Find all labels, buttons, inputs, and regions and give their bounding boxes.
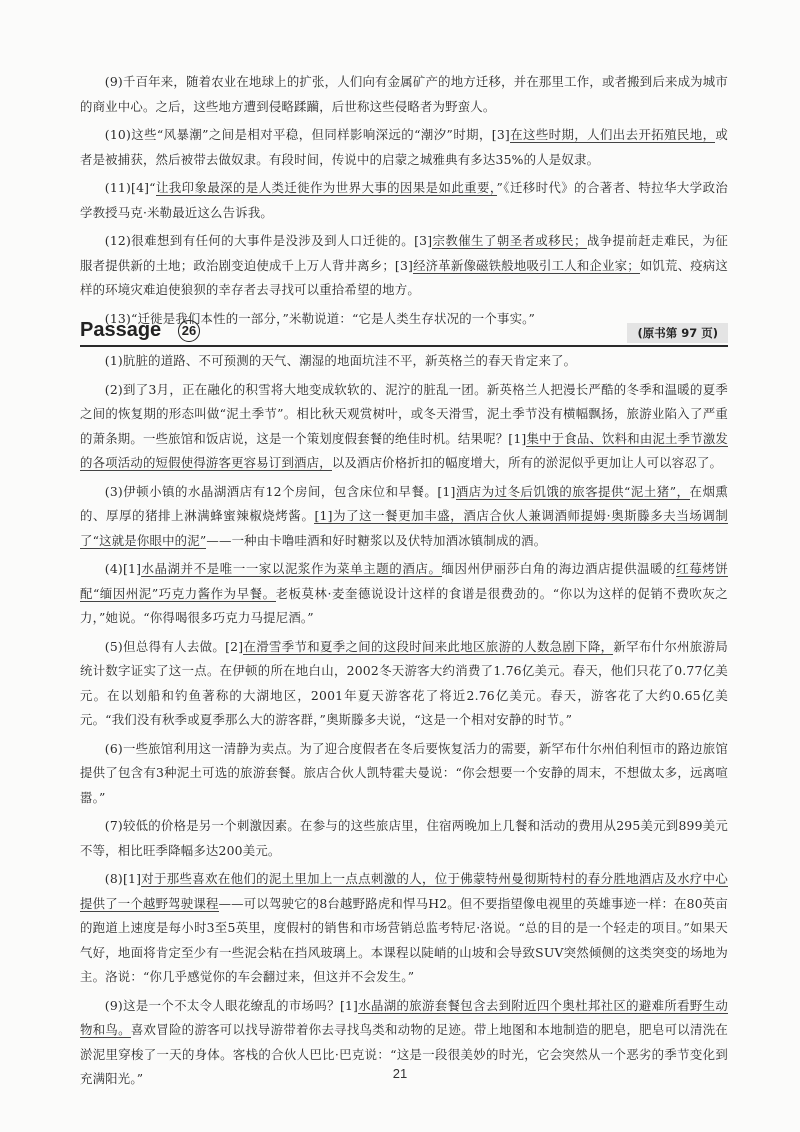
text-segment: 在烟熏的、厚厚的猪排上淋满蜂蜜辣椒烧烤酱。: [80, 483, 728, 523]
text-segment: (2)到了3月，正在融化的积雪将大地变成软软的、泥泞的脏乱一团。新英格兰人把漫长严酷的冬季和温暖的夏季之间的恢复期的形态叫做“泥土季节”。相比秋天观赏树叶，或冬天滑雪，泥土季节没有横幅飘扬，旅游业陷入了严重的萧条期。一些旅馆和饭店说，这是一个策划度假套餐的绝佳时机。结果呢？[1]: [80, 381, 728, 446]
underlined-phrase: 对于那些喜欢在他们的泥土里加上一点点刺激的人，位于佛蒙特州曼彻斯特村的春分胜地酒店及水疗中心提供了一个越野驾驶课程: [80, 871, 728, 911]
paragraph-q6: [80, 737, 728, 811]
underlined-phrase: 经济革新像磁铁般地吸引工人和企业家；: [413, 257, 640, 273]
passage-26-body: [80, 349, 728, 1096]
underlined-phrase: 集中于食品、饮料和由泥土季节激发的各项活动的短假使得游客更容易订到酒店，: [80, 430, 729, 470]
text-segment: (3)伊顿小镇的水晶湖酒店有12个房间，包含床位和早餐。[1]: [104, 483, 456, 499]
paragraph-q2: [80, 378, 728, 476]
underlined-phrase: 在这些时期，人们出去开拓殖民地，: [509, 127, 716, 142]
paragraph-q1: [80, 349, 728, 374]
underlined-phrase: 水晶湖的旅游套餐包含去到附近四个奥杜邦社区的避难所看野生动物和鸟。: [80, 997, 728, 1037]
paragraph-p11: [80, 176, 728, 225]
text-segment: 老板莫林·麦奎德说设计这样的食谱是很费劲的。“你以为这样的促销不费吹灰之力，”她说。“你得喝很多巧克力马提尼酒。”: [80, 585, 728, 625]
underlined-phrase: 水晶湖并不是唯一一家以泥浆作为菜单主题的酒店。: [141, 561, 442, 576]
text-segment: (8)[1]: [104, 871, 142, 886]
text-segment: 如饥荒、疫病这样的环境灾难迫使狼狈的幸存者去寻找可以重拾希望的地方。: [80, 257, 728, 297]
text-segment: (13)“迁徙是我们本性的一部分，”米勒说道：“它是人类生存状况的一个事实。”: [104, 310, 536, 326]
text-segment: (11)[4]“: [104, 180, 156, 195]
text-segment: (9)这是一个不太令人眼花缭乱的市场吗？[1]: [104, 997, 359, 1013]
passage-label: Passage: [80, 319, 162, 341]
paragraph-q5: [80, 635, 728, 733]
paragraph-p12: [80, 229, 728, 303]
page-number: 21: [392, 1066, 408, 1081]
text-segment: (5)但总得有人去做。[2]: [104, 638, 244, 654]
text-segment: 以及酒店价格折扣的幅度增大，所有的淤泥似乎更加让人可以容忍了。: [331, 455, 723, 470]
paragraph-p9: [80, 70, 728, 119]
paragraph-q7: [80, 814, 728, 863]
paragraph-q8: [80, 867, 728, 990]
text-segment: (12)很难想到有任何的大事件是没涉及到人口迁徙的。[3]: [104, 233, 433, 248]
paragraph-p10: [80, 123, 728, 172]
text-segment: 喜欢冒险的游客可以找导游带着你去寻找鸟类和动物的足迹。带上地图和本地制造的肥皂，肥皂可以清洗在淤泥里穿梭了一天的身体。客栈的合伙人巴比·巴克说：“这是一段很美妙的时光，它会突然从一个恶劣的季节变化到充满阳光。”: [80, 1022, 728, 1086]
text-segment: (10)这些“风暴潮”之间是相对平稳，但同样影响深远的“潮汐”时期，[3]: [104, 127, 510, 142]
text-segment: ——可以驾驶它的8台越野路虎和悍马H2。但不要指望像电视里的英雄事迹一样：在80英亩的跑道上速度是每小时3至5英里，度假村的销售和市场营销总监考特尼·洛说。“总的目的是一个轻走的项目。”如果天气好，地面将肯定至少有一些泥会粘在挡风玻璃上。本课程以陡峭的山坡和会导致SUV突然倾侧的这类突变的场地为主。洛说：“你几乎感觉你的车会翻过来，但这并不会发生。”: [80, 895, 728, 984]
text-segment: (9)千百年来，随着农业在地球上的扩张，人们向有金属矿产的地方迁移，并在那里工作，或者搬到后来成为城市的商业中心。之后，这些地方遭到侵略蹂躏，后世称这些侵略者为野蛮人。: [80, 74, 728, 114]
passage-header: [80, 319, 728, 347]
underlined-phrase: 宗教催生了朝圣者或移民；: [432, 233, 587, 248]
paragraph-q3: [80, 480, 728, 554]
text-segment: 战争提前赶走难民，为征服者提供新的土地；政治剧变迫使成千上万人背井离乡；[3]: [80, 233, 728, 273]
page-reference-tab: (原书第 97 页): [627, 323, 728, 343]
text-segment: 或者是被捕获，然后被带去做奴隶。有段时间，传说中的启蒙之城雅典有多达35%的人是奴隶。: [80, 127, 728, 167]
text-segment: 缅因州伊丽莎白角的海边酒店提供温暖的: [441, 561, 677, 576]
paragraph-q4: [80, 557, 728, 631]
underlined-phrase: 红莓烤饼配“缅因州泥”巧克力酱作为早餐。: [80, 561, 728, 601]
underlined-phrase: 让我印象最深的是人类迁徙作为世界大事的因果是如此重要，: [155, 180, 497, 195]
passage-25-continued: [80, 70, 728, 335]
text-segment: (7)较低的价格是另一个刺激因素。在参与的这些旅店里，住宿两晚加上几餐和活动的费用从295美元到899美元不等，相比旺季降幅多达200美元。: [80, 818, 728, 858]
text-segment: 新罕布什尔州旅游局统计数字证实了这一点。在伊顿的所在地白山，2002冬天游客大约消费了1.76亿美元。春天，他们只花了0.77亿美元。在以划船和钓鱼著称的大湖地区，2001年夏天游客花了将近2.76亿美元。春天，游客花了大约0.65亿美元。“我们没有秋季或夏季那么大的游客群，”奥斯滕多夫说，“这是一个相对安静的时节。”: [80, 638, 728, 727]
text-segment: (1)肮脏的道路、不可预测的天气、潮湿的地面坑洼不平，新英格兰的春天肯定来了。: [104, 353, 577, 368]
text-segment: ——一种由卡噜哇酒和好时糖浆以及伏特加酒冰镇制成的酒。: [206, 532, 547, 548]
text-segment: (6)一些旅馆利用这一清静为卖点。为了迎合度假者在冬后要恢复活力的需要，新罕布什尔州伯利恒市的路边旅馆提供了包含有3种泥土可选的旅游套餐。旅店合伙人凯特霍夫曼说：“你会想要一个安静的周末，不想做太多，远离喧嚣。”: [80, 740, 728, 805]
text-segment: ”《迁移时代》的合著者、特拉华大学政治学教授马克·米勒最近这么告诉我。: [80, 180, 729, 220]
passage-number-badge: 26: [178, 320, 200, 342]
underlined-phrase: 酒店为过冬后饥饿的旅客提供“泥土猪”，: [455, 483, 690, 499]
underlined-phrase: 在滑雪季节和夏季之间的这段时间来此地区旅游的人数急剧下降，: [243, 638, 614, 654]
text-segment: (4)[1]: [104, 561, 142, 576]
underlined-phrase: [1]为了这一餐更加丰盛，酒店合伙人兼调酒师提姆·奥斯滕多夫当场调制了“这就是你眼中的泥”: [80, 508, 728, 548]
